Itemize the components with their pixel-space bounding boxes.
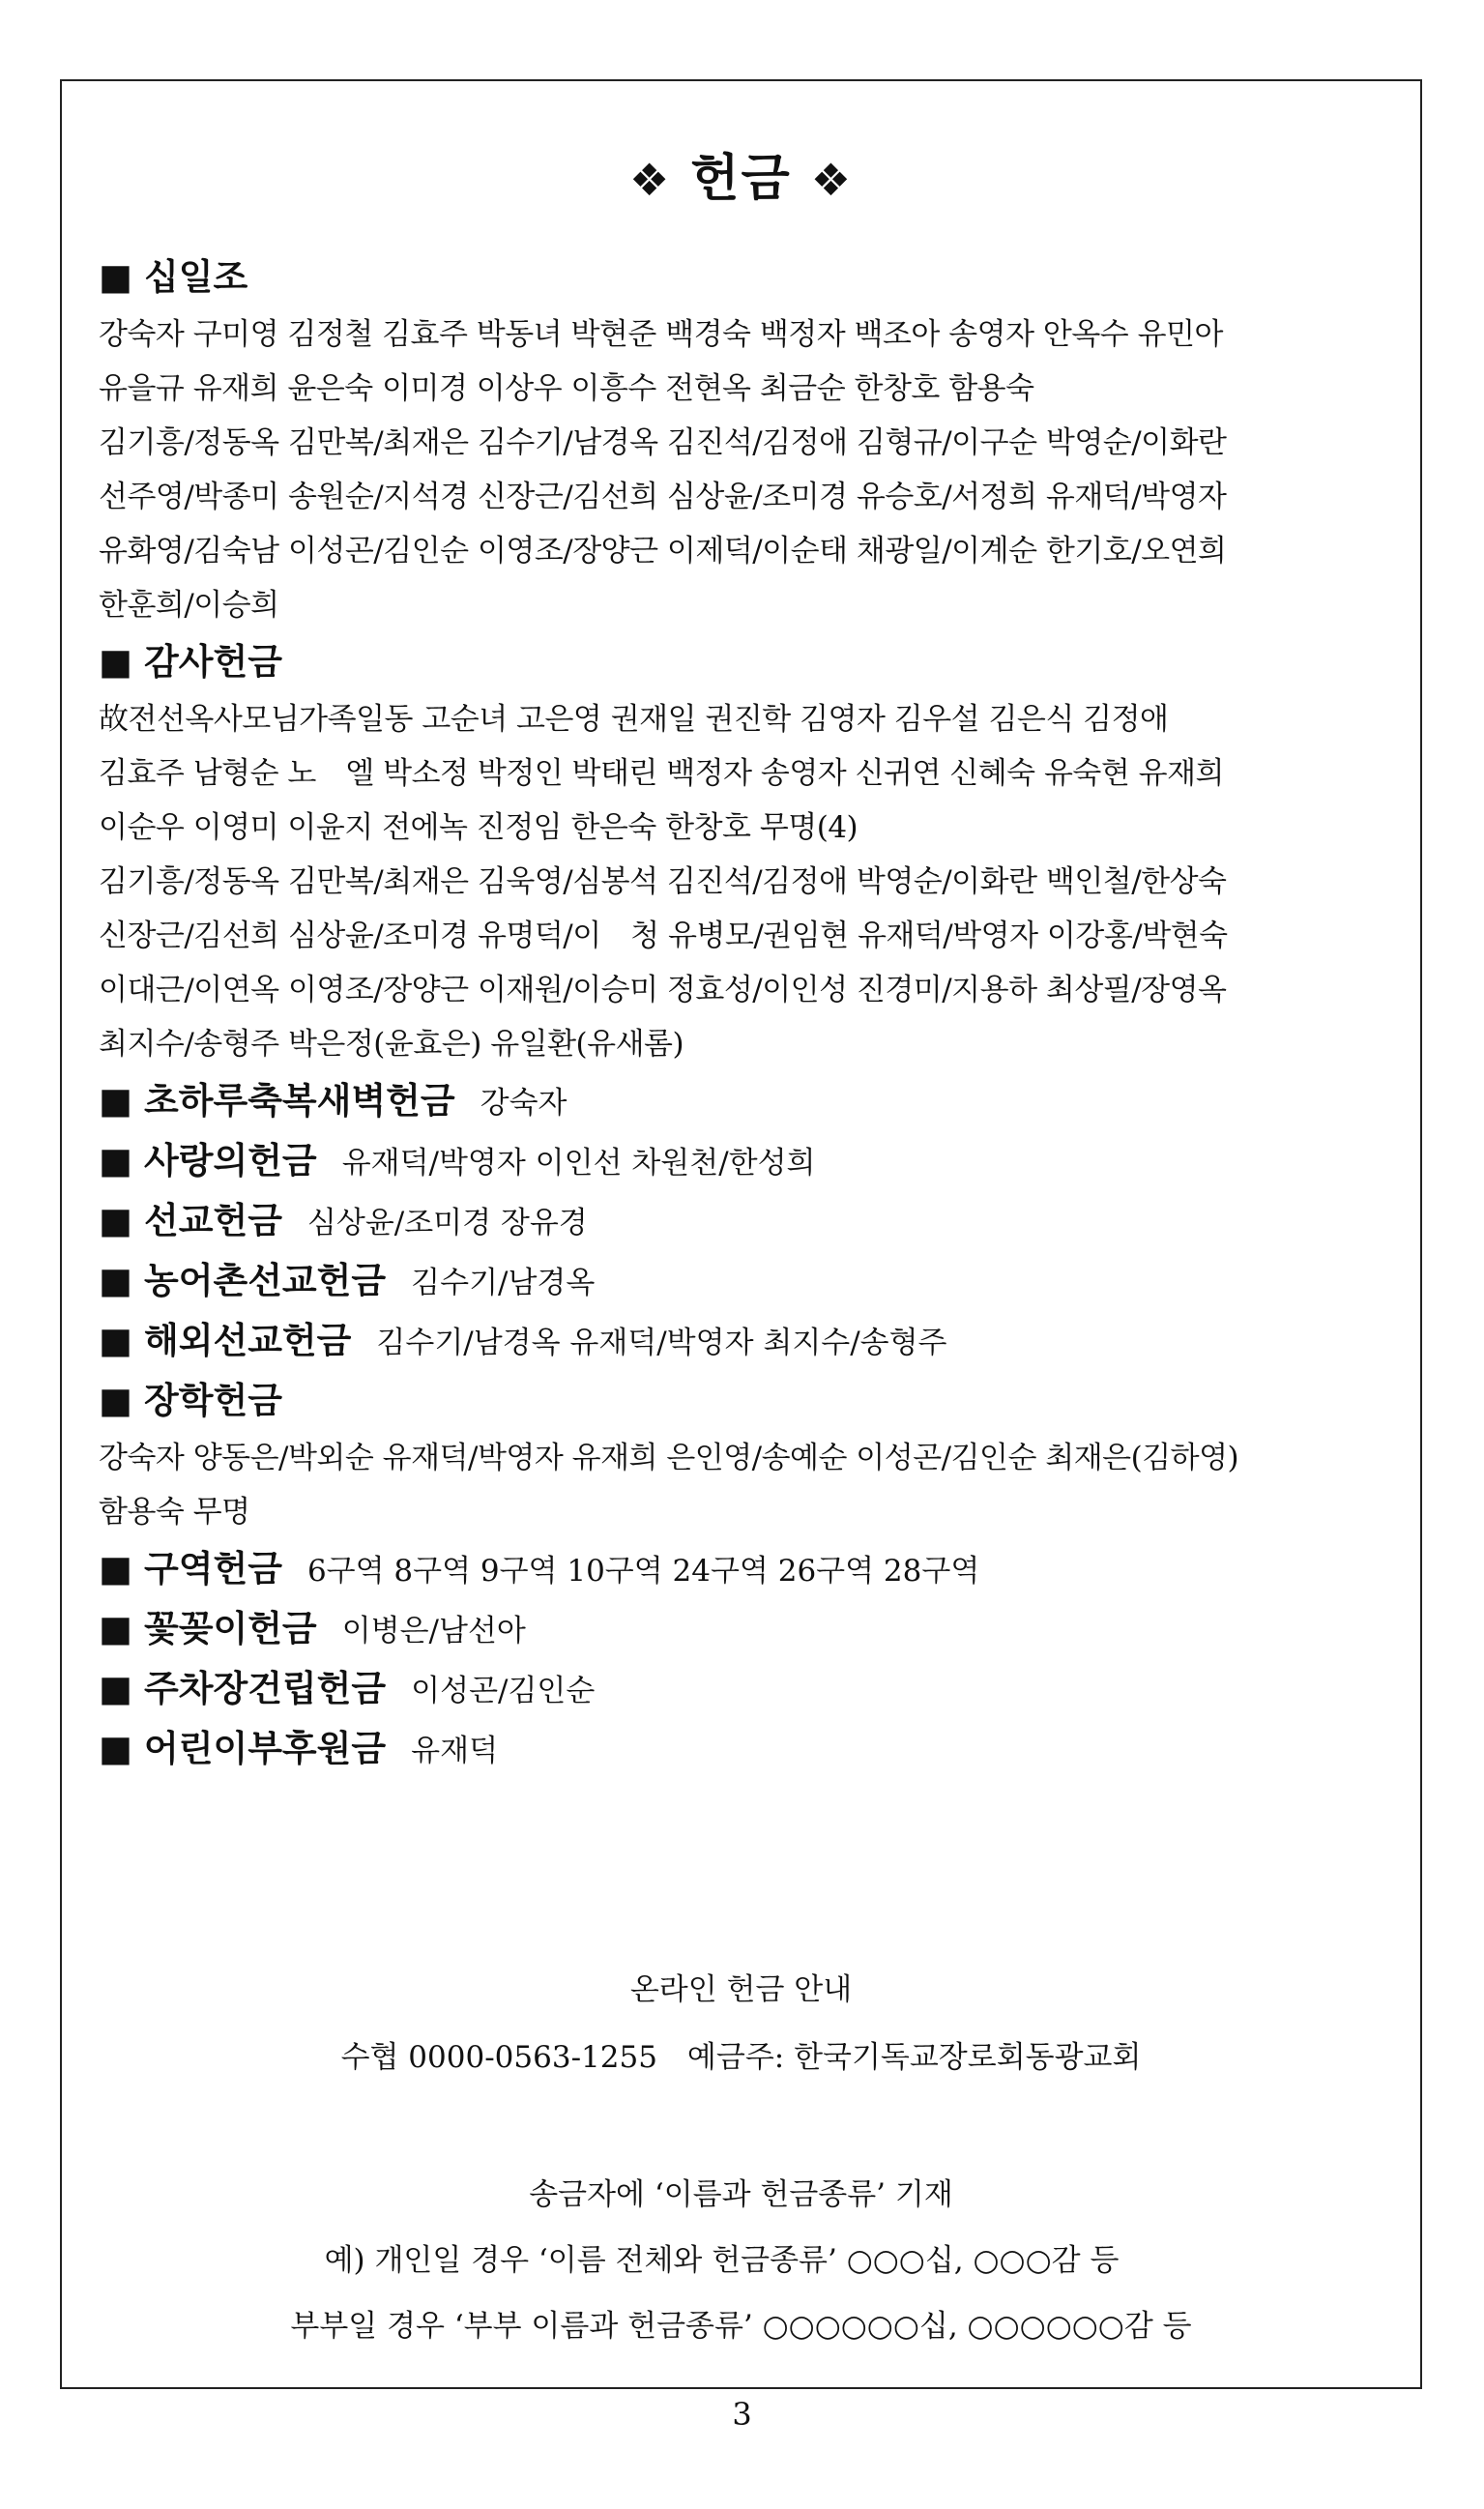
flower-offering-names: 이병은/남선아 xyxy=(341,1614,526,1648)
section-heading-scholarship: ■ 장학헌금 xyxy=(99,1380,282,1421)
square-bullet-icon: ■ xyxy=(99,1320,132,1361)
square-bullet-icon: ■ xyxy=(99,1140,132,1182)
section-children-support: ■ 어린이부후원금 유재덕 xyxy=(99,1728,499,1769)
square-bullet-icon: ■ xyxy=(99,641,132,683)
section-district-offering: ■ 구역헌금 6구역 8구역 9구역 10구역 24구역 26구역 28구역 xyxy=(99,1548,980,1590)
scholarship-names-line: 함용숙 무명 xyxy=(99,1495,250,1530)
section-heading-thanks: ■ 감사헌금 xyxy=(99,641,282,683)
tithe-names-line: 선주영/박종미 송원순/지석경 신장근/김선희 심상윤/조미경 유승호/서정희 유재덕/박영자 xyxy=(99,480,1227,514)
thanks-names-line: 최지수/송형주 박은정(윤효은) 유일환(유새롬) xyxy=(99,1027,684,1062)
thanks-names-line: 김기흥/정동옥 김만복/최재은 김욱영/심봉석 김진석/김정애 박영순/이화란 백인철/한상숙 xyxy=(99,864,1227,899)
tithe-names-line: 김기흥/정동옥 김만복/최재은 김수기/남경옥 김진석/김정애 김형규/이구순 박영순/이화란 xyxy=(99,425,1227,460)
diamond-ornament-left-icon: ❖ xyxy=(629,154,672,206)
thanks-names-line: 신장근/김선희 심상윤/조미경 유명덕/이 청 유병모/권임현 유재덕/박영자 이강홍/박현숙 xyxy=(99,919,1228,953)
online-giving-example-individual: 예) 개인일 경우 ‘이름 전체와 헌금종류’ ○○○십, ○○○감 등 xyxy=(324,2243,1120,2278)
thanks-names-line: 이순우 이영미 이윤지 전에녹 진정임 한은숙 한창호 무명(4) xyxy=(99,810,858,845)
square-bullet-icon: ■ xyxy=(99,256,132,298)
offering-box xyxy=(60,79,1422,2389)
section-parking-offering: ■ 주차장건립헌금 이성곤/김인순 xyxy=(99,1668,596,1709)
tithe-names-line: 유을규 유재희 윤은숙 이미경 이상우 이흥수 전현옥 최금순 한창호 함용숙 xyxy=(99,371,1034,406)
diamond-ornament-right-icon: ❖ xyxy=(810,154,853,206)
dawn-offering-names: 강숙자 xyxy=(480,1086,567,1121)
section-dawn-offering: ■ 초하루축복새벽헌금 강숙자 xyxy=(99,1080,567,1122)
page-title xyxy=(62,137,1420,210)
square-bullet-icon: ■ xyxy=(99,1200,132,1241)
mission-offering-names: 심상윤/조미경 장유경 xyxy=(306,1206,588,1240)
section-heading-tithe: ■ 십일조 xyxy=(99,256,248,298)
square-bullet-icon: ■ xyxy=(99,1668,132,1709)
square-bullet-icon: ■ xyxy=(99,1380,132,1421)
section-overseas-mission-offering: ■ 해외선교헌금 김수기/남경옥 유재덕/박영자 최지수/송형주 xyxy=(99,1320,947,1361)
square-bullet-icon: ■ xyxy=(99,1608,132,1649)
section-rural-mission-offering: ■ 농어촌선교헌금 김수기/남경옥 xyxy=(99,1260,596,1301)
online-giving-account: 수협 0000-0563-1255 예금주: 한국기독교장로회동광교회 xyxy=(340,2040,1142,2075)
thanks-names-line: 김효주 남형순 노 엘 박소정 박정인 박태린 백정자 송영자 신귀연 신혜숙 유숙현 유재희 xyxy=(99,756,1225,791)
thanks-names-line: 故전선옥사모님가족일동 고순녀 고은영 권재일 권진학 김영자 김우설 김은식 김정애 xyxy=(99,702,1169,737)
section-flower-offering: ■ 꽃꽂이헌금 이병은/남선아 xyxy=(99,1608,526,1649)
district-offering-names: 6구역 8구역 9구역 10구역 24구역 26구역 28구역 xyxy=(306,1554,980,1589)
rural-mission-names: 김수기/남경옥 xyxy=(411,1266,596,1300)
page-number: 3 xyxy=(732,2396,752,2433)
online-giving-note: 송금자에 ‘이름과 헌금종류’ 기재 xyxy=(529,2177,953,2212)
tithe-names-line: 유화영/김숙남 이성곤/김인순 이영조/장양근 이제덕/이순태 채광일/이계순 한기호/오연희 xyxy=(99,534,1227,569)
children-support-names: 유재덕 xyxy=(411,1734,499,1768)
online-giving-heading: 온라인 헌금 안내 xyxy=(629,1972,853,2007)
tithe-names-line: 한훈희/이승희 xyxy=(99,588,279,623)
square-bullet-icon: ■ xyxy=(99,1260,132,1301)
section-love-offering: ■ 사랑의헌금 유재덕/박영자 이인선 차원천/한성희 xyxy=(99,1140,816,1182)
square-bullet-icon: ■ xyxy=(99,1548,132,1590)
online-giving-example-couple: 부부일 경우 ‘부부 이름과 헌금종류’ ○○○○○○십, ○○○○○○감 등 xyxy=(290,2309,1192,2344)
square-bullet-icon: ■ xyxy=(99,1728,132,1769)
scholarship-names-line: 강숙자 양동은/박외순 유재덕/박영자 유재희 은인영/송예순 이성곤/김인순 최재은(김하영) xyxy=(99,1441,1239,1475)
overseas-mission-names: 김수기/남경옥 유재덕/박영자 최지수/송형주 xyxy=(376,1326,947,1360)
love-offering-names: 유재덕/박영자 이인선 차원천/한성희 xyxy=(341,1146,816,1181)
tithe-names-line: 강숙자 구미영 김정철 김효주 박동녀 박현준 백경숙 백정자 백조아 송영자 안옥수 유민아 xyxy=(99,317,1223,352)
parking-offering-names: 이성곤/김인순 xyxy=(411,1674,596,1708)
section-mission-offering: ■ 선교헌금 심상윤/조미경 장유경 xyxy=(99,1200,588,1241)
offering-content xyxy=(99,248,1391,1779)
square-bullet-icon: ■ xyxy=(99,1080,132,1122)
title-text: 헌금 xyxy=(690,150,792,208)
thanks-names-line: 이대근/이연옥 이영조/장양근 이재원/이승미 정효성/이인성 진경미/지용하 최상필/장영옥 xyxy=(99,973,1227,1007)
